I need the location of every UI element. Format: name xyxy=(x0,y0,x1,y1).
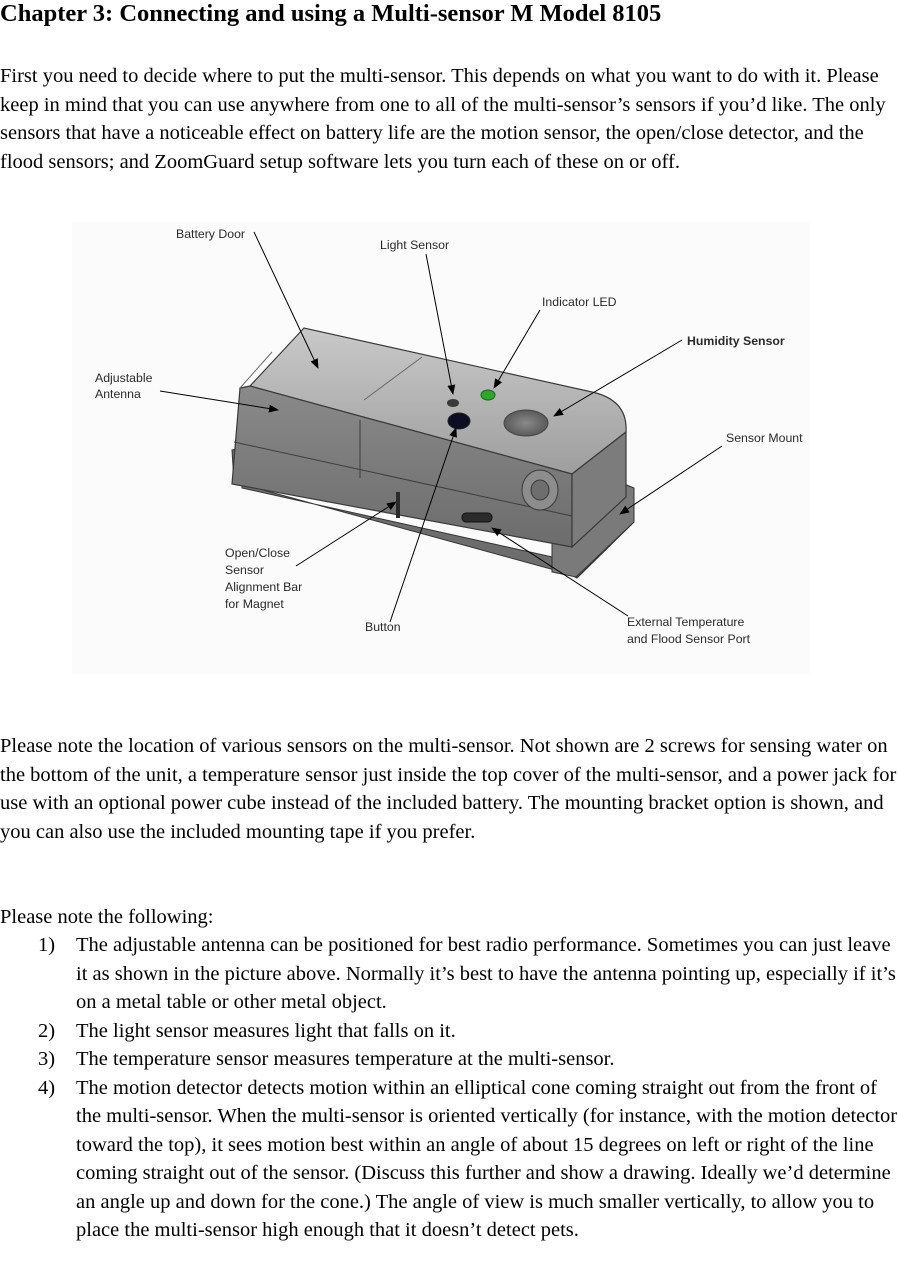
device-diagram xyxy=(72,222,810,674)
list-item-number: 3) xyxy=(38,1048,56,1070)
label-open-close-line3: Alignment Bar xyxy=(225,580,303,594)
list-lead: Please note the following: xyxy=(0,906,214,928)
label-open-close-line4: for Magnet xyxy=(225,597,284,611)
list-item-number: 1) xyxy=(38,934,56,956)
label-light-sensor: Light Sensor xyxy=(380,238,450,252)
device-diagram-svg xyxy=(72,222,810,674)
list-item xyxy=(0,1017,898,1046)
intro-paragraph: First you need to decide where to put the multi-sensor. This depends on what you want to do with it. Please keep in mind that you can use anywhere from one to all of the multi-sensor’s sensors if you’d like. The only sensors that have a noticeable effect on battery life are the motion sensor, the open/close detector, and the flood sensors; and ZoomGuard setup software lets you turn each of these on or off. xyxy=(0,65,886,173)
list-item-number: 4) xyxy=(38,1076,56,1099)
label-ext-temp-line2: and Flood Sensor Port xyxy=(627,632,751,646)
notes-list xyxy=(0,931,898,1245)
list-item-text: The light sensor measures light that falls on it. xyxy=(76,1019,456,1042)
list-item xyxy=(0,931,898,1017)
label-sensor-mount: Sensor Mount xyxy=(726,431,803,445)
label-humidity-sensor: Humidity Sensor xyxy=(687,334,785,348)
label-antenna-line1: Adjustable xyxy=(95,371,153,385)
label-ext-temp-line1: External Temperature xyxy=(627,615,745,629)
indicator-led-dot xyxy=(481,390,495,400)
light-sensor-dot xyxy=(447,399,459,407)
list-item xyxy=(0,1045,898,1074)
leader-sensor-mount xyxy=(620,446,722,514)
list-item-text: The temperature sensor measures temperature at the multi-sensor. xyxy=(76,1048,615,1070)
list-item-text: The motion detector detects motion within an elliptical cone coming straight out from the front of the multi-sensor. When the multi-sensor is oriented vertically (for instance, with the motion detector toward the top), it sees motion best within an angle of about 15 degrees on left or right of the line coming straight out of the sensor. (Discuss this further and show a drawing. Ideally we’d determine an angle up and down for the cone.) The angle of view is much smaller vertically, to allow you to place the multi-sensor high enough that it doesn’t detect pets. xyxy=(76,1076,898,1241)
label-antenna-line2: Antenna xyxy=(95,387,141,401)
alignment-bar xyxy=(396,492,400,518)
button-dot xyxy=(448,413,470,429)
list-item-text: The adjustable antenna can be positioned for best radio performance. Sometimes you can just leave it as shown in the picture above. Normally it’s best to have the antenna pointing up, especially if it’s on a metal table or other metal object. xyxy=(76,934,896,1013)
label-open-close-line1: Open/Close xyxy=(225,546,290,560)
label-open-close-line2: Sensor xyxy=(225,563,264,577)
label-button: Button xyxy=(365,620,401,634)
multi-sensor-body xyxy=(232,328,626,547)
external-port xyxy=(462,513,492,522)
chapter-heading: Chapter 3: Connecting and using a Multi-sensor M Model 8105 xyxy=(0,0,662,27)
note-paragraph: Please note the location of various sensors on the multi-sensor. Not shown are 2 screws for sensing water on the bottom of the unit, a temperature sensor just inside the top cover of the multi-sensor, and a power jack for use with an optional power cube instead of the included battery. The mounting bracket option is shown, and you can also use the included mounting tape if you prefer. xyxy=(0,735,897,843)
list-item-number: 2) xyxy=(38,1019,56,1042)
label-indicator-led: Indicator LED xyxy=(542,295,617,309)
list-item xyxy=(0,1074,898,1245)
humidity-grille xyxy=(504,410,548,436)
label-battery-door: Battery Door xyxy=(176,227,246,241)
